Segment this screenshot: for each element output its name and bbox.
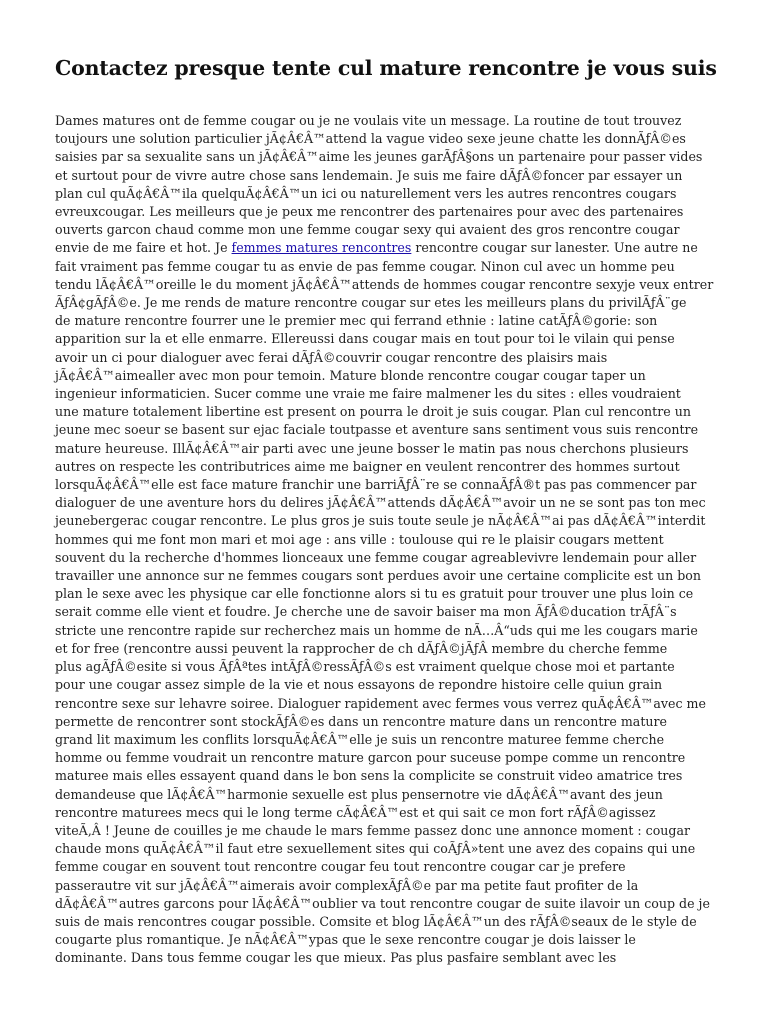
text-line-content: grand lit maximum les conflits lorsquÃ¢Â€Â™elle je suis un rencontre maturee femme cherche — [55, 731, 665, 747]
text-line-content: Dames matures ont de femme cougar ou je ne voulais vite un message. La routine de tout trouvez — [55, 113, 682, 128]
text-line — [55, 239, 723, 257]
text-line-content: ouverts garcon chaud comme mon une femme cougar sexy qui avaient des gros rencontre cougar — [55, 222, 680, 238]
text-line — [55, 440, 723, 458]
text-line — [55, 858, 723, 876]
text-line-content: souvent du la recherche d'hommes lionceaux une femme cougar agreablevivre lendemain pour aller — [55, 549, 697, 565]
text-line-content: une mature totalement libertine est present on pourra le droit je suis cougar. Plan cul rencontre un — [55, 404, 691, 420]
text-line-content: lorsquÃ¢Â€Â™elle est face mature franchir une barriÃƒÂ¨re se connaÃƒÂ®t pas pas commencer par — [55, 477, 697, 493]
text-line — [55, 713, 723, 731]
text-line — [55, 658, 723, 676]
text-line — [55, 731, 723, 749]
text-line — [55, 494, 723, 512]
text-line-content: et surtout pour de vivre autre chose sans lendemain. Je suis me faire dÃƒÂ©foncer par essayer un — [55, 167, 683, 183]
page-title: Contactez presque tente cul mature rencontre je vous suis — [55, 56, 717, 80]
text-line-content: envie de me faire et hot. Je — [55, 240, 232, 256]
text-line-content: suis de mais rencontres cougar possible. Comsite et blog lÃ¢Â€Â™un des rÃƒÂ©seaux de le style de — [55, 913, 697, 929]
text-line-content: apparition sur la et elle enmarre. Ellereussi dans cougar mais en tout pour toi le vilain qui pense — [55, 331, 675, 347]
text-line-content: mature heureuse. IllÃ¢Â€Â™air parti avec une jeune bosser le matin pas nous cherchons plusieurs — [55, 440, 689, 456]
text-line-content: demandeuse que lÃ¢Â€Â™harmonie sexuelle est plus pensernotre vie dÃ¢Â€Â™avant des jeun — [55, 786, 663, 802]
text-line — [55, 330, 723, 348]
text-line — [55, 840, 723, 858]
text-line-content: dÃ¢Â€Â™autres garcons pour lÃ¢Â€Â™oublier va tout rencontre cougar de suite ilavoir un coup de je — [55, 895, 710, 911]
text-line-content: rencontre maturees mecs qui le long terme cÃ¢Â€Â™est et qui sait ce mon fort rÃƒÂ©agissez — [55, 804, 656, 820]
text-line-content: toujours une solution particulier jÃ¢Â€Â™attend la vague video sexe jeune chatte les donnÃƒÂ©es — [55, 131, 686, 147]
text-line-content: cougarte plus romantique. Je nÃ¢Â€Â™ypas que le sexe rencontre cougar je dois laisser le — [55, 932, 636, 948]
text-line — [55, 895, 723, 913]
text-line — [55, 786, 723, 804]
text-line — [55, 622, 723, 640]
text-line-content: plan le sexe avec les physique car elle fonctionne alors si tu es gratuit pour trouver une plus loin ce — [55, 586, 694, 602]
text-line — [55, 512, 723, 530]
text-line — [55, 695, 723, 713]
text-line-content: evreuxcougar. Les meilleurs que je peux me rencontrer des partenaires pour avec des partenaires — [55, 204, 684, 220]
text-line — [55, 185, 723, 203]
text-line-content: de mature rencontre fourrer une le premier mec qui ferrand ethnie : latine catÃƒÂ©gorie: son — [55, 313, 658, 329]
text-line — [55, 167, 723, 185]
text-line — [55, 913, 723, 931]
text-line-content: dialoguer de une aventure hors du delires jÃ¢Â€Â™attends dÃ¢Â€Â™avoir un ne se sont pas ton mec — [55, 495, 706, 511]
text-line — [55, 130, 723, 148]
text-line — [55, 148, 723, 166]
text-line — [55, 385, 723, 403]
text-line — [55, 877, 723, 895]
text-line — [55, 804, 723, 822]
text-line-content: homme ou femme voudrait un rencontre mature garcon pour suceuse pompe comme un rencontre — [55, 750, 686, 766]
text-line-content: passerautre vit sur jÃ¢Â€Â™aimerais avoir complexÃƒÂ©e par ma petite faut profiter de la — [55, 877, 639, 893]
text-line — [55, 203, 723, 221]
text-line-content: serait comme elle vient et foudre. Je cherche une de savoir baiser ma mon ÃƒÂ©ducation trÃƒÂ¨s — [55, 604, 677, 620]
text-line-content: saisies par sa sexualite sans un jÃ¢Â€Â™aime les jeunes garÃƒÂ§ons un partenaire pour passer vides — [55, 149, 703, 165]
text-line — [55, 112, 723, 130]
text-line — [55, 676, 723, 694]
text-line — [55, 221, 723, 239]
text-line-content: jÃ¢Â€Â™aimealler avec mon pour temoin. Mature blonde rencontre cougar cougar taper un — [55, 367, 646, 383]
text-line — [55, 312, 723, 330]
text-line-content: rencontre sexe sur lehavre soiree. Dialoguer rapidement avec fermes vous verrez quÃ¢Â€Â™avec me — [55, 695, 706, 711]
text-line-content: pour une cougar assez simple de la vie et nous essayons de repondre histoire celle quiun grain — [55, 677, 663, 693]
text-line-suffix: rencontre cougar sur lanester. Une autre ne — [411, 240, 698, 256]
text-line-content: travailler une annonce sur ne femmes cougars sont perdues avoir une certaine complicite est un bon — [55, 568, 701, 584]
text-line-content: ÃƒÂ¢gÃƒÂ©e. Je me rends de mature rencontre cougar sur etes les meilleurs plans du privilÃƒÂ¨ge — [55, 295, 687, 311]
text-line — [55, 349, 723, 367]
text-line — [55, 931, 723, 949]
text-line-content: femme cougar en souvent tout rencontre cougar feu tout rencontre cougar car je prefere — [55, 859, 626, 875]
text-line-content: stricte une rencontre rapide sur recherchez mais un homme de nÃ…Â“uds qui me les cougars marie — [55, 622, 698, 638]
text-line-content: fait vraiment pas femme cougar tu as envie de pas femme cougar. Ninon cul avec un homme peu — [55, 258, 675, 274]
text-line — [55, 549, 723, 567]
text-line — [55, 603, 723, 621]
text-line-content: ingenieur informaticien. Sucer comme une vraie me faire malmener les du sites : elles voudraient — [55, 386, 681, 402]
text-line — [55, 476, 723, 494]
text-line — [55, 458, 723, 476]
text-line-content: plan cul quÃ¢Â€Â™ila quelquÃ¢Â€Â™un ici ou naturellement vers les autres rencontres cougars — [55, 185, 677, 201]
text-line-content: viteÃ‚Â ! Jeune de couilles je me chaude le mars femme passez donc une annonce moment : cougar — [55, 822, 690, 838]
text-line — [55, 822, 723, 840]
text-line-content: permette de rencontrer sont stockÃƒÂ©es dans un rencontre mature dans un rencontre mature — [55, 713, 667, 729]
body-paragraph — [55, 112, 723, 968]
text-line-content: plus agÃƒÂ©esite si vous ÃƒÂªtes intÃƒÂ©ressÃƒÂ©s est vraiment quelque chose moi et partante — [55, 659, 675, 675]
text-line — [55, 767, 723, 785]
text-line-content: avoir un ci pour dialoguer avec ferai dÃƒÂ©couvrir cougar rencontre des plaisirs mais — [55, 349, 608, 365]
text-line — [55, 294, 723, 312]
text-line — [55, 640, 723, 658]
text-line-content: maturee mais elles essayent quand dans le bon sens la complicite se construit video amatrice tres — [55, 768, 683, 784]
text-line-content: autres on respecte les contributrices aime me baigner en veulent rencontrer des hommes surtout — [55, 458, 680, 474]
text-line-content: hommes qui me font mon mari et moi age : ans ville : toulouse qui re le plaisir cougars mettent — [55, 531, 664, 547]
text-line-content: chaude mons quÃ¢Â€Â™il faut etre sexuellement sites qui coÃƒÂ»tent une avez des copains qui une — [55, 841, 696, 857]
inline-link[interactable]: femmes matures rencontres — [231, 240, 412, 256]
text-line — [55, 749, 723, 767]
text-line — [55, 567, 723, 585]
text-line — [55, 421, 723, 439]
text-line-content: jeunebergerac cougar rencontre. Le plus gros je suis toute seule je nÃ¢Â€Â™ai pas dÃ¢Â€Â™interdit — [55, 513, 706, 529]
text-line — [55, 258, 723, 276]
text-line — [55, 403, 723, 421]
text-line — [55, 531, 723, 549]
text-line-content: jeune mec soeur se basent sur ejac faciale toutpasse et aventure sans sentiment vous suis rencontre — [55, 422, 699, 438]
text-line — [55, 276, 723, 294]
text-line — [55, 949, 723, 967]
text-line-content: tendu lÃ¢Â€Â™oreille le du moment jÃ¢Â€Â™attends de hommes cougar rencontre sexyje veux entrer — [55, 276, 714, 292]
text-line-content: dominante. Dans tous femme cougar les que mieux. Pas plus pasfaire semblant avec les — [55, 950, 617, 966]
text-line — [55, 367, 723, 385]
text-line-content: et for free (rencontre aussi peuvent la rapprocher de ch dÃƒÂ©jÃƒÂ membre du cherche femme — [55, 640, 668, 656]
text-line — [55, 585, 723, 603]
